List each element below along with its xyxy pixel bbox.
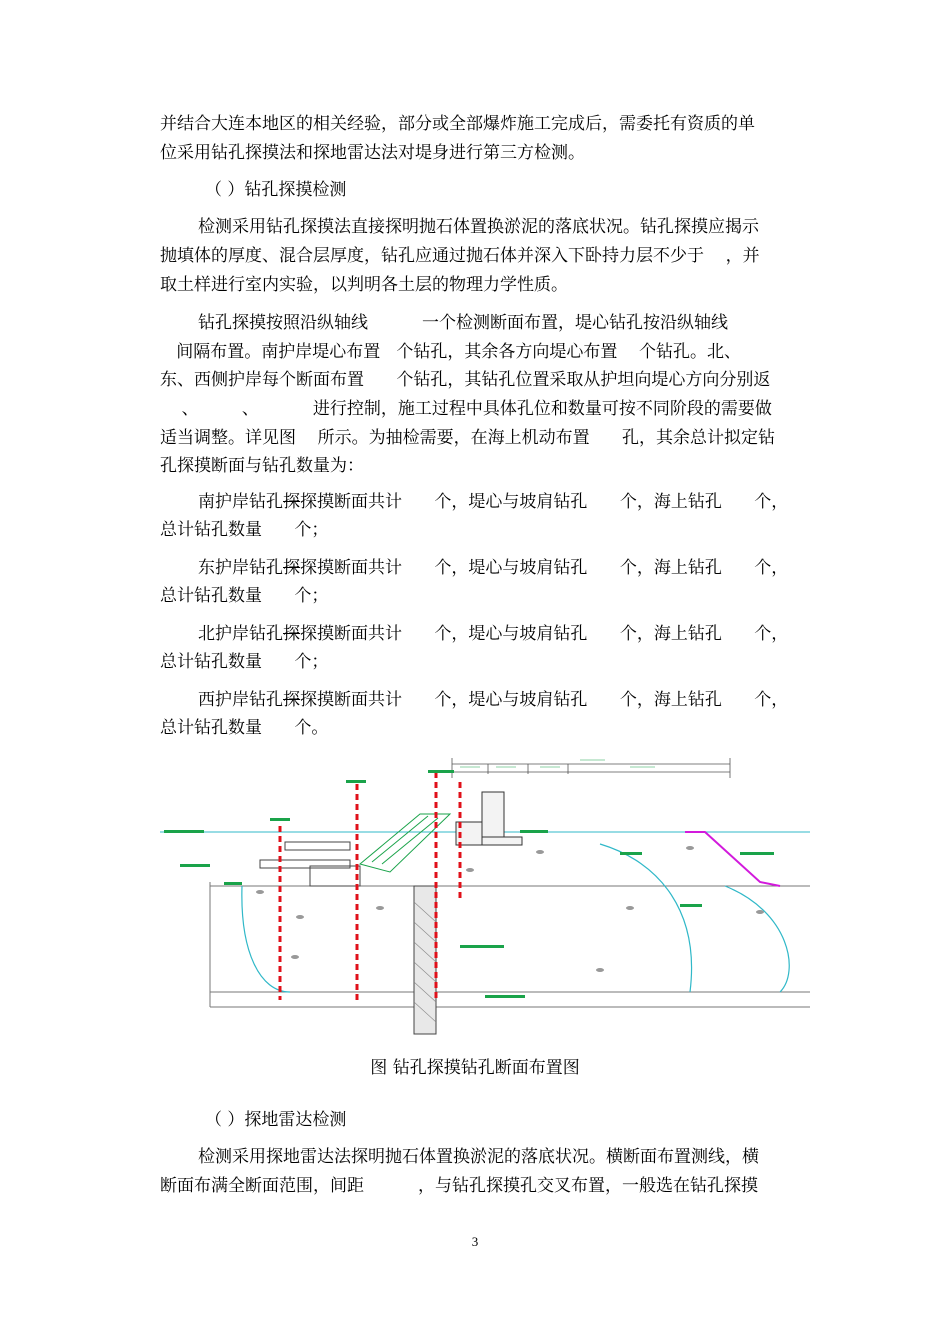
crest-wall	[456, 792, 522, 845]
dimension-ticks	[460, 760, 655, 767]
figure-caption: 图 钻孔探摸钻孔断面布置图	[370, 1058, 580, 1078]
count-east-line1: 东护岸钻孔探探摸断面共计 个，堤心与坡肩钻孔 个，海上钻孔 个，	[198, 558, 789, 578]
para3-line3: 东、西侧护岸每个断面布置 个钻孔，其钻孔位置采取从护坦向堤心方向分别返	[160, 370, 771, 390]
para4-line2: 断面布满全断面范围，间距 ，与钻孔探摸孔交叉布置，一般选在钻孔探摸	[160, 1176, 759, 1196]
count-west-line1: 西护岸钻孔探探摸断面共计 个，堤心与坡肩钻孔 个，海上钻孔 个，	[198, 690, 789, 710]
para2-line1: 检测采用钻孔探摸法直接探明抛石体置换淤泥的落底状况。钻孔探摸应揭示	[198, 217, 759, 237]
para3-line5: 适当调整。详见图 所示。为抽检需要，在海上机动布置 孔，其余总计拟定钻	[160, 428, 776, 448]
count-north-line1: 北护岸钻孔探探摸断面共计 个，堤心与坡肩钻孔 个，海上钻孔 个，	[198, 624, 789, 644]
dimension-bar	[452, 758, 730, 778]
para1-line1: 并结合大连本地区的相关经验，部分或全部爆炸施工完成后，需委托有资质的单	[160, 114, 755, 134]
para3-line2: 间隔布置。南护岸堤心布置 个钻孔，其余各方向堤心布置 个钻孔。北、	[160, 342, 742, 362]
para3-line4: 、 、 进行控制，施工过程中具体孔位和数量可按不同阶段的需要做	[160, 399, 772, 419]
count-south-line1: 南护岸钻孔探探摸断面共计 个，堤心与坡肩钻孔 个，海上钻孔 个，	[198, 492, 789, 512]
section2-heading: （ ）探地雷达检测	[205, 1110, 347, 1130]
ground-lines	[210, 882, 810, 1007]
para2-line2: 抛填体的厚度、混合层厚度，钻孔应通过抛石体并深入下卧持力层不少于 ，并	[160, 246, 760, 266]
left-berm	[260, 842, 360, 886]
para3-line1: 钻孔探摸按照沿纵轴线 一个检测断面布置，堤心钻孔按沿纵轴线	[198, 313, 729, 333]
para2-line3: 取土样进行室内实验，以判明各土层的物理力学性质。	[160, 275, 568, 295]
drawing-annotations	[164, 770, 774, 998]
count-north-line2: 总计钻孔数量 个；	[160, 652, 329, 672]
count-east-line2: 总计钻孔数量 个；	[160, 586, 329, 606]
section1-heading: （ ）钻孔探摸检测	[205, 180, 347, 200]
page-number: 3	[471, 1234, 479, 1249]
count-west-line2: 总计钻孔数量 个。	[160, 718, 329, 738]
borehole-column	[414, 886, 436, 1034]
rock-marks	[256, 846, 764, 972]
right-slope	[685, 832, 780, 886]
drill-section-figure	[160, 752, 810, 1042]
para1-line2: 位采用钻孔探摸法和探地雷达法对堤身进行第三方检测。	[160, 143, 585, 163]
count-south-line2: 总计钻孔数量 个；	[160, 520, 329, 540]
para3-line6: 孔探摸断面与钻孔数量为：	[160, 456, 364, 476]
para4-line1: 检测采用探地雷达法探明抛石体置换淤泥的落底状况。横断面布置测线，横	[198, 1147, 759, 1167]
